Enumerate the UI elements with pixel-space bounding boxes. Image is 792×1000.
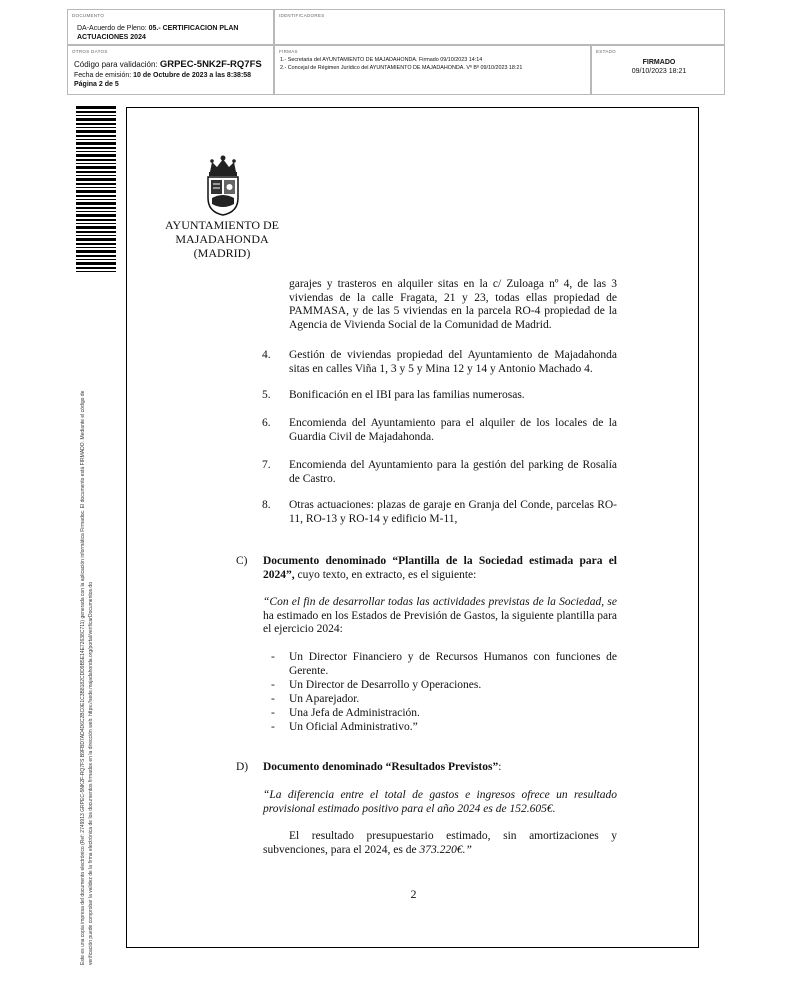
signature-2: 2.- Concejal de Régimen Jurídico del AYUNTAMIENTO DE MAJADAHONDA. Vº Bº 09/10/2023 18:21 [280,65,523,71]
barcode-stripe [76,154,116,157]
continuation-paragraph: garajes y trasteros en alquiler sitas en la c/ Zuloaga nº 4, de las 3 viviendas de la calle Fragata, 21 y 23, todas ellas propiedad de PAMMASA, y de las 5 viviendas en la parcela RO-4 propiedad de la Agencia de Vivienda Social de la Comunidad de Madrid. [289,278,617,331]
barcode-stripe [76,202,116,205]
item-number: 5. [262,389,271,401]
barcode-stripe [76,115,116,116]
barcode-stripe [76,151,116,152]
barcode-stripe [76,163,116,164]
header-documento-cell [67,9,274,45]
barcode-stripe [76,231,116,233]
barcode-stripe [76,226,116,229]
section-d-heading: Documento denominado “Resultados Previstos”: [263,761,502,773]
barcode-stripe [76,139,116,140]
barcode-stripe [76,123,116,125]
bullet-dash: - [271,721,275,733]
staff-list-item: Una Jefa de Administración. [289,707,420,719]
firmas-label: FIRMAS [279,49,298,54]
barcode-stripe [76,175,116,176]
section-d-quote-2: El resultado presupuestario estimado, sin amortizaciones y subvenciones, para el 2024, es de 373.220€.” [263,830,617,856]
emission-date: Fecha de emisión: 10 de Octubre de 2023 a las 8:38:58 [74,72,252,79]
section-c-letter: C) [236,555,248,567]
page-count: Página 2 de 5 [74,81,119,88]
barcode-stripe [76,187,116,188]
barcode-stripe [76,271,116,272]
barcode-stripe [76,130,116,133]
list-item: Otras actuaciones: plazas de garaje en Granja del Conde, parcelas RO-11, RO-13 y RO-14 y edificio M-11, [289,499,617,525]
header-estado-cell [591,45,725,95]
barcode-stripe [76,223,116,224]
estado-label: ESTADO [596,49,616,54]
otros-datos-label: OTROS DATOS [72,49,108,54]
document-title: DA-Acuerdo de Pleno: 05.- CERTIFICACION PLAN ACTUACIONES 2024 [77,25,239,41]
barcode-stripe [76,166,116,169]
bullet-dash: - [271,651,275,663]
barcode-stripe [76,118,116,121]
document-page [126,107,699,948]
barcode-stripe [76,159,116,161]
identificadores-label: IDENTIFICADORES [279,13,325,18]
section-c-quote: “Con el fin de desarrollar todas las actividades previstas de la Sociedad, se ha estimado en los Estados de Previsión de Gastos, la siguiente plantilla para el ejercicio 2024: [263,596,617,636]
barcode-stripe [76,106,116,109]
section-d-letter: D) [236,761,249,773]
staff-list-item: Un Director Financiero y de Recursos Humanos con funciones de Gerente. [289,651,617,677]
bullet-dash: - [271,707,275,719]
header-otros-datos-cell [67,45,274,95]
barcode-stripe [76,142,116,145]
header-firmas-cell [274,45,591,95]
item-number: 7. [262,459,271,471]
list-item: Encomienda del Ayuntamiento para la gestión del parking de Rosalía de Castro. [289,459,617,485]
barcode-stripe [76,127,116,128]
section-d-quote-1: “La diferencia entre el total de gastos e ingresos ofrece un resultado provisional estimado positivo para el año 2024 es de 152.605€. [263,789,617,815]
municipality-letterhead: AYUNTAMIENTO DE MAJADAHONDA (MADRID) [164,218,280,260]
staff-list-item: Un Aparejador. [289,693,360,705]
barcode-stripe [76,178,116,181]
barcode-stripe [76,235,116,236]
barcode-stripe [76,262,116,265]
barcode-stripe [76,111,116,113]
barcode-stripe [76,171,116,173]
bullet-dash: - [271,679,275,691]
barcode-stripe [76,207,116,209]
barcode-stripe [76,238,116,241]
barcode-stripe [76,135,116,137]
side-verification-text-2: verificación puede comprobar la validez de la firma electrónica de los documentos firmados en la dirección web: https://sede.majadahonda.org/portal/verificarDocumentos.do [88,582,94,965]
barcode-stripe [76,147,116,149]
barcode-stripe [76,267,116,269]
list-item: Bonificación en el IBI para las familias numerosas. [289,389,525,401]
barcode-stripe [76,255,116,257]
header-identificadores-cell [274,9,725,45]
barcode-stripe [76,199,116,200]
bullet-dash: - [271,693,275,705]
barcode-stripe [76,259,116,260]
status-date: 09/10/2023 18:21 [631,68,687,75]
staff-list-item: Un Oficial Administrativo.” [289,721,418,733]
list-item: Gestión de viviendas propiedad del Ayuntamiento de Majadahonda sitas en calles Viña 1, 3 y 5 y Mina 12 y 14 y Antonio Machado 4. [289,349,617,375]
coat-of-arms-icon [198,154,248,216]
barcode-stripe [76,219,116,221]
barcode-stripe [76,195,116,197]
barcode [76,106,116,276]
staff-list-item: Un Director de Desarrollo y Operaciones. [289,679,482,691]
barcode-stripe [76,247,116,248]
status-badge: FIRMADO [642,59,676,66]
item-number: 8. [262,499,271,511]
barcode-stripe [76,250,116,253]
signature-1: 1.- Secretaria del AYUNTAMIENTO DE MAJADAHONDA. Firmado 09/10/2023 14:14 [280,57,483,63]
side-verification-text-1: Este es una copia impresa del documento electrónico (Ref: 2749913 GRPEC-5NK2F-RQ7FS B9FBD7AD4D6C2BC0E1C3B8182CDD9B5E14E72638C711) generada con la aplicación informática Firmadoc. El documento está FIRMADO. Mediante el código de [80,390,86,965]
barcode-stripe [76,183,116,185]
page-number: 2 [410,887,417,901]
validation-code: Código para validación: GRPEC-5NK2F-RQ7FS [74,59,262,70]
section-c-heading: Documento denominado “Plantilla de la Sociedad estimada para el 2024”, cuyo texto, en extracto, es el siguiente: [263,555,617,581]
item-number: 4. [262,349,271,361]
documento-label: DOCUMENTO [72,13,105,18]
list-item: Encomienda del Ayuntamiento para el alquiler de los locales de la Guardia Civil de Majadahonda. [289,417,617,443]
barcode-stripe [76,211,116,212]
barcode-stripe [76,214,116,217]
barcode-stripe [76,190,116,193]
barcode-stripe [76,243,116,245]
item-number: 6. [262,417,271,429]
